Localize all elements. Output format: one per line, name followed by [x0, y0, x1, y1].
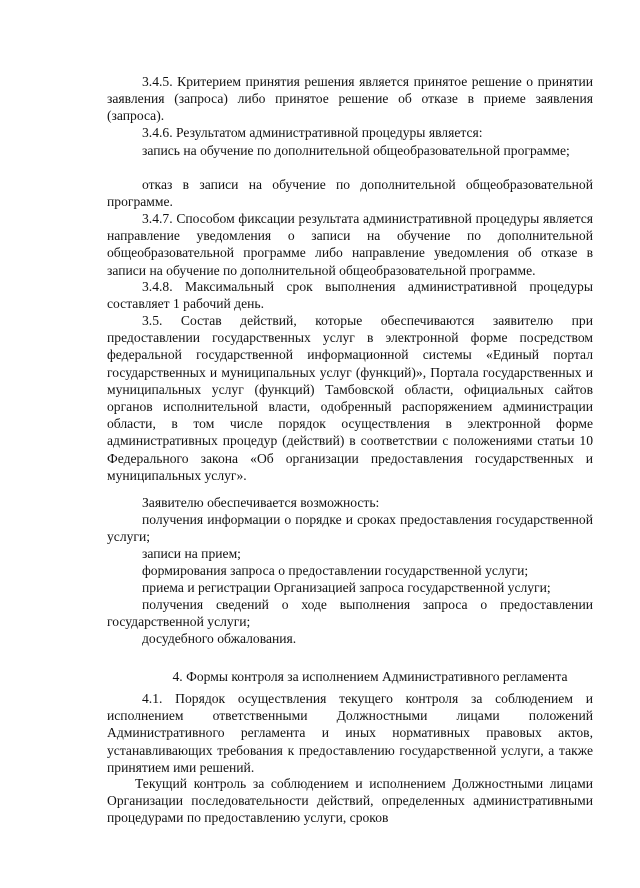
- paragraph-3-4-8: 3.4.8. Максимальный срок выполнения административной процедуры составляет 1 рабочий день.: [107, 279, 593, 312]
- paragraph-current-control: Текущий контроль за соблюдением и исполнением Должностными лицами Организации последовательности действий, определенных административными процедурами по предоставлению услуги, сроков: [107, 776, 593, 826]
- paragraph-applicant-opportunities: Заявителю обеспечивается возможность:: [142, 495, 380, 510]
- list-item-appointment: записи на прием;: [142, 546, 241, 561]
- list-item-appeal: досудебного обжалования.: [142, 631, 297, 646]
- list-item-enrollment: запись на обучение по дополнительной общеобразовательной программе;: [142, 143, 570, 158]
- paragraph-3-5: 3.5. Состав действий, которые обеспечиваются заявителю при предоставлении государственных услуг в электронной форме посредством федеральной государственной информационной системы «Единый портал государственных и муниципальных услуг (функций)», Портала государственных и муниципальных услуг (функций) Тамбовской области, официальных сайтов органов исполнительной власти, одобренный распоряжением администрации области, в том числе порядок осуществления в электронной форме административных процедур (действий) в соответствии с положениями статьи 10 Федерального закона «Об организации предоставления государственных и муниципальных услуг».: [107, 313, 593, 483]
- list-item-request-forming: формирования запроса о предоставлении государственной услуги;: [142, 563, 529, 578]
- list-item-status: получения сведений о ходе выполнения запроса о предоставлении государственной услуги;: [107, 597, 593, 630]
- list-item-registration: приема и регистрации Организацией запроса государственной услуги;: [142, 580, 551, 595]
- list-item-information: получения информации о порядке и сроках предоставления государственной услуги;: [107, 512, 593, 545]
- section-heading: 4. Формы контроля за исполнением Административного регламента: [172, 669, 568, 684]
- paragraph-3-4-7: 3.4.7. Способом фиксации результата административной процедуры является направление уведомления о записи на обучение по дополнительной общеобразовательной программе либо направление уведомления об отказе в записи на обучение по дополнительной общеобразовательной программе.: [107, 211, 593, 278]
- paragraph-4-1: 4.1. Порядок осуществления текущего контроля за соблюдением и исполнением ответственными Должностными лицами положений Административного регламента и иных нормативных правовых актов, устанавливающих требования к предоставлению государственной услуги, а также принятием ими решений.: [107, 691, 593, 775]
- paragraph-3-4-6: 3.4.6. Результатом административной процедуры является:: [142, 125, 483, 140]
- paragraph-3-4-5: 3.4.5. Критерием принятия решения является принятое решение о принятии заявления (запроса) либо принятое решение об отказе в приеме заявления (запроса).: [107, 74, 593, 124]
- list-item-refusal: отказ в записи на обучение по дополнительной общеобразовательной программе.: [107, 177, 593, 210]
